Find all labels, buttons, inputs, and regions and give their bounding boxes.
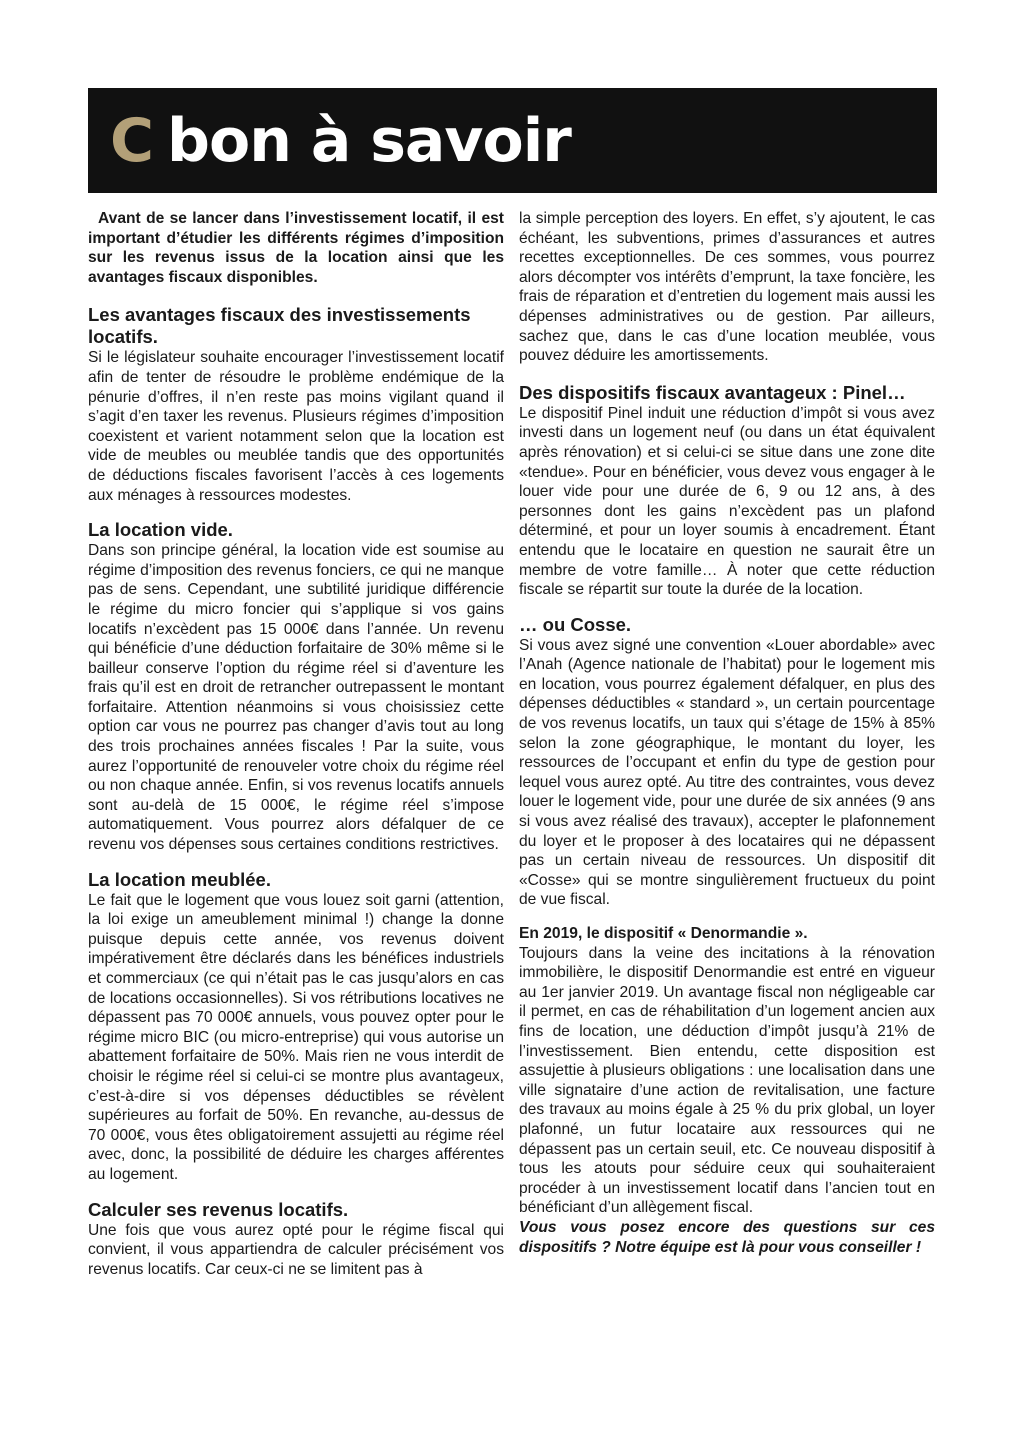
section-body: Si le législateur souhaite encourager l’investissement locatif afin de tenter de résoudre le problème endémique de la pénurie d’offres, il n’en reste pas moins vigilant quand il s’agit d’en taxer les revenus. Plusieurs régimes d’imposition coexistent et varient notamment selon que la location est vide de meubles ou meublée tandis que des opportunités de déductions fiscales favorisent l’accès à ces logements aux ménages à ressources modestes.	[88, 349, 504, 504]
continued-paragraph: la simple perception des loyers. En effet, s’y ajoutent, le cas échéant, les subventions, primes d’assurances et autres recettes exceptionnelles. De ces sommes, vous pourrez alors décompter vos intérêts d’emprunt, la taxe foncière, les frais de réparation et d’entretien du logement mais aussi les dépenses administratives ou de gestion. Par ailleurs, sachez que, dans le cas d’une location meublée, vous pouvez déduire les amortissements.	[519, 210, 935, 365]
section-heading: Les avantages fiscaux des investissements locatifs.	[88, 304, 471, 348]
section-body: Le fait que le logement que vous louez soit garni (attention, la loi exige un ameublement minimal !) change la donne puisque depuis cette année, vos revenus doivent impérativement être déclarés dans les bénéfices industriels et commerciaux (ce qui n’était pas le cas jusqu’alors en cas de locations occasionnelles). Si vos rétributions locatives ne dépassent pas 70 000€ annuels, vous pouvez opter pour le régime micro BIC (ou micro-entreprise) qui vous autorise un abattement forfaitaire de 50%. Mais rien ne vous interdit de choisir le régime réel si celui-ci se montre plus avantageux, c’est-à-dire si vos dépenses déductibles se révèlent supérieures au forfait de 50%. En revanche, au-dessus de 70 000€, vous êtes obligatoirement assujetti au régime réel avec, donc, la possibilité de déduire les charges afférentes au logement.	[88, 891, 504, 1183]
section-body: Une fois que vous aurez opté pour le régime fiscal qui convient, il vous appartiendra de calculer précisément vos revenus locatifs. Car ceux-ci ne se limitent pas à	[88, 1221, 504, 1278]
section-heading: La location vide.	[88, 519, 233, 541]
page-title: bon à savoir	[167, 105, 571, 176]
intro-paragraph: Avant de se lancer dans l’investissement locatif, il est important d’étudier les différents régimes d’imposition sur les revenus issus de la location ainsi que les avantages fiscaux disponibles.	[88, 210, 504, 286]
section-body: Toujours dans la veine des incitations à la rénovation immobilière, le dispositif Denormandie est entré en vigueur au 1er janvier 2019. Un avantage fiscal non négligeable car il permet, en cas de réhabilitation d’un logement ancien aux fins de location, une déduction d’impôt jusqu’à 21% de l’investissement. Bien entendu, cette disposition est assujettie à plusieurs obligations : une localisation dans une ville signataire d’une action de revitalisation, une facture des travaux au moins égale à 25 % du prix global, un loyer plafonné, un futur locataire aux ressources qui ne dépassent pas un certain seuil, etc. Ce nouveau dispositif à tous les atouts pour séduire ceux qui souhaiteraient procéder à un investissement locatif dans l’ancien tout en bénéficiant d’un allègement fiscal.	[519, 944, 935, 1217]
closing-note: Vous vous posez encore des questions sur ces dispositifs ? Notre équipe est là pour vous conseiller !	[519, 1218, 935, 1256]
section-body: Le dispositif Pinel induit une réduction d’impôt si vous avez investi dans un logement neuf (ou dans un état équivalent après rénovation) et si celui-ci se situe dans une zone dite «tendue». Pour en bénéficier, vous devez vous engager à le louer vide pour une durée de 6, 9 ou 12 ans, à des personnes dont les gains n’excèdent pas un plafond déterminé, et pour un loyer soumis à encadrement. Étant entendu que le locataire en question ne saurait être un membre de votre famille… À noter que cette réduction fiscale se répartit sur toute la durée de la location.	[519, 404, 935, 599]
section-body: Dans son principe général, la location vide est soumise au régime d’imposition des revenus fonciers, ce qui ne manque pas de sens. Cependant, une subtilité juridique différencie le régime du micro foncier qui s’applique si vos gains locatifs n’excèdent pas 15 000€ dans l’année. Un revenu qui bénéficie d’une déduction forfaitaire de 30% même si le bailleur conserve l’option du régime réel si d’aventure les frais qu’il est en droit de retrancher outrepassent le montant forfaitaire. Attention néanmoins si vous choisissiez cette option car vous ne pourrez pas changer d’avis tout au long des trois prochaines années fiscales ! Par la suite, vous aurez l’opportunité de renouveler votre choix du régime réel ou non chaque année. Enfin, si vos revenus locatifs annuels sont au-delà de 15 000€, le régime réel s’impose automatiquement. Vous pourrez alors défalquer de ce revenu vos dépenses sous certaines conditions restrictives.	[88, 542, 504, 854]
section-heading: La location meublée.	[88, 868, 271, 890]
section-body: Si vous avez signé une convention «Louer abordable» avec l’Anah (Agence nationale de l’habitat) pour le logement mis en location, vous pourrez également défalquer, en plus des dépenses déductibles « standard », un certain pourcentage de vos revenus locatifs, un taux qui s’étage de 15% à 85% selon la zone géographique, le montant du loyer, les ressources de l’occupant et enfin du type de gestion pour lequel vous aurez opté. Au titre des contraintes, vous devez louer le logement vide, pour une durée de six années (9 ans si vous avez réalisé des travaux), accepter le plafonnement du loyer et le proposer à des locataires qui ne dépassent pas un certain niveau de ressources. Un dispositif dit «Cosse» qui se montre singulièrement fructueux du point de vue fiscal.	[519, 636, 935, 909]
section-heading: … ou Cosse.	[519, 613, 632, 635]
section-heading: Des dispositifs fiscaux avantageux : Pinel…	[519, 381, 906, 403]
left-column	[88, 209, 504, 1279]
banner-letter: C	[110, 105, 154, 176]
page-banner	[88, 88, 937, 193]
section-heading: En 2019, le dispositif « Denormandie ».	[519, 925, 808, 942]
section-heading: Calculer ses revenus locatifs.	[88, 1198, 349, 1220]
right-column	[519, 209, 935, 1257]
